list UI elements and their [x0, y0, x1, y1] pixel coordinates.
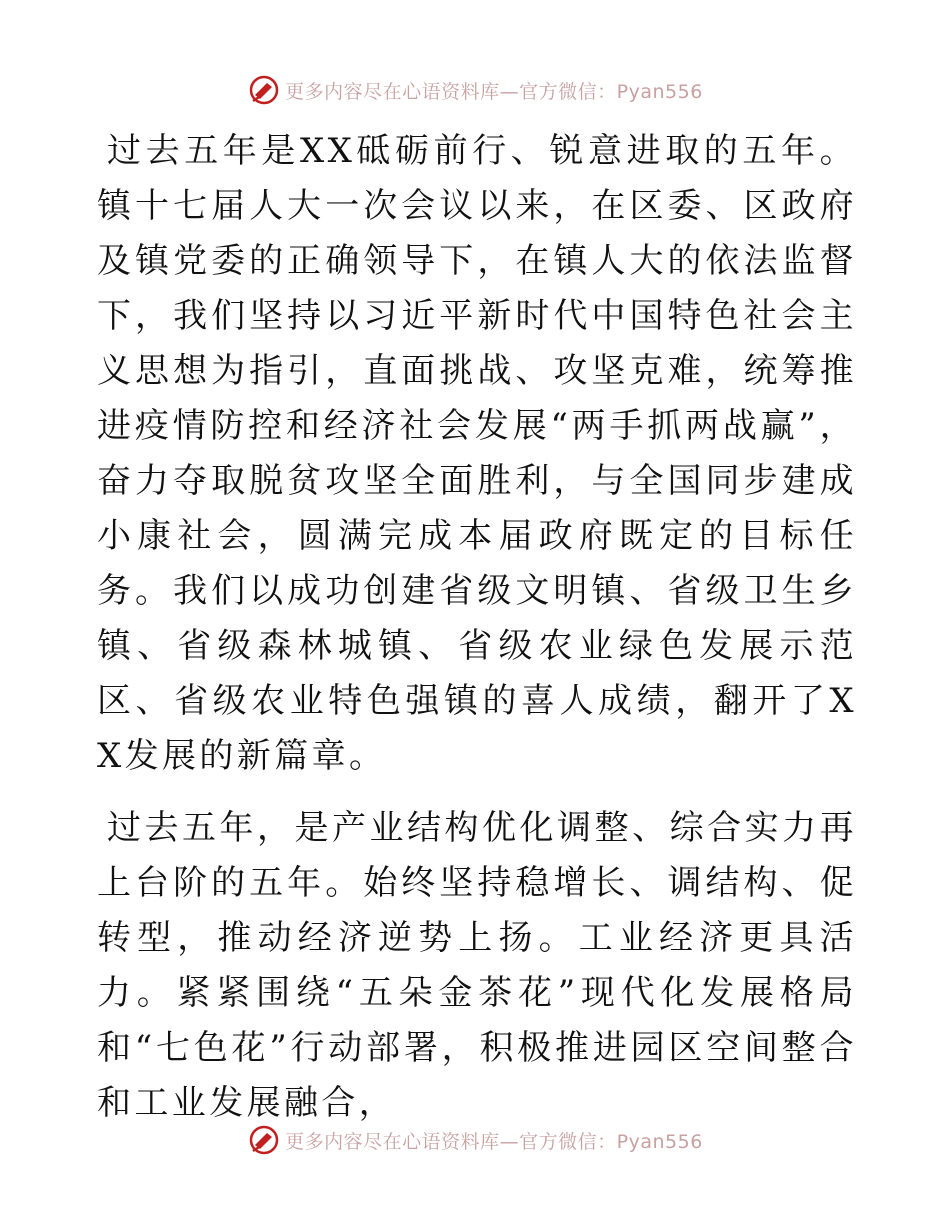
watermark-text: 更多内容尽在心语资料库—官方微信：Pyan556 — [285, 1130, 703, 1153]
header-watermark — [0, 70, 950, 110]
paragraph-1: 过去五年是XX砥砺前行、锐意进取的五年。镇十七届人大一次会议以来，在区委、区政府及镇党委的正确领导下，在镇人大的依法监督下，我们坚持以习近平新时代中国特色社会主义思想为指引，直面挑战、攻坚克难，统筹推进疫情防控和经济社会发展“两手抓两战赢”，奋力夺取脱贫攻坚全面胜利，与全国同步建成小康社会，圆满完成本届政府既定的目标任务。我们以成功创建省级文明镇、省级卫生乡镇、省级森林城镇、省级农业绿色发展示范区、省级农业特色强镇的喜人成绩，翻开了XX发展的新篇章。 — [97, 131, 857, 776]
watermark-text: 更多内容尽在心语资料库—官方微信：Pyan556 — [285, 80, 703, 103]
logo-icon — [247, 73, 281, 107]
document-body — [97, 124, 857, 1131]
footer-watermark — [0, 1120, 950, 1160]
logo-icon — [247, 1123, 281, 1157]
paragraph-2: 过去五年，是产业结构优化调整、综合实力再上台阶的五年。始终坚持稳增长、调结构、促转型，推动经济逆势上扬。工业经济更具活力。紧紧围绕“五朵金茶花”现代化发展格局和“七色花”行动部署，积极推进园区空间整合和工业发展融合， — [97, 808, 857, 1123]
